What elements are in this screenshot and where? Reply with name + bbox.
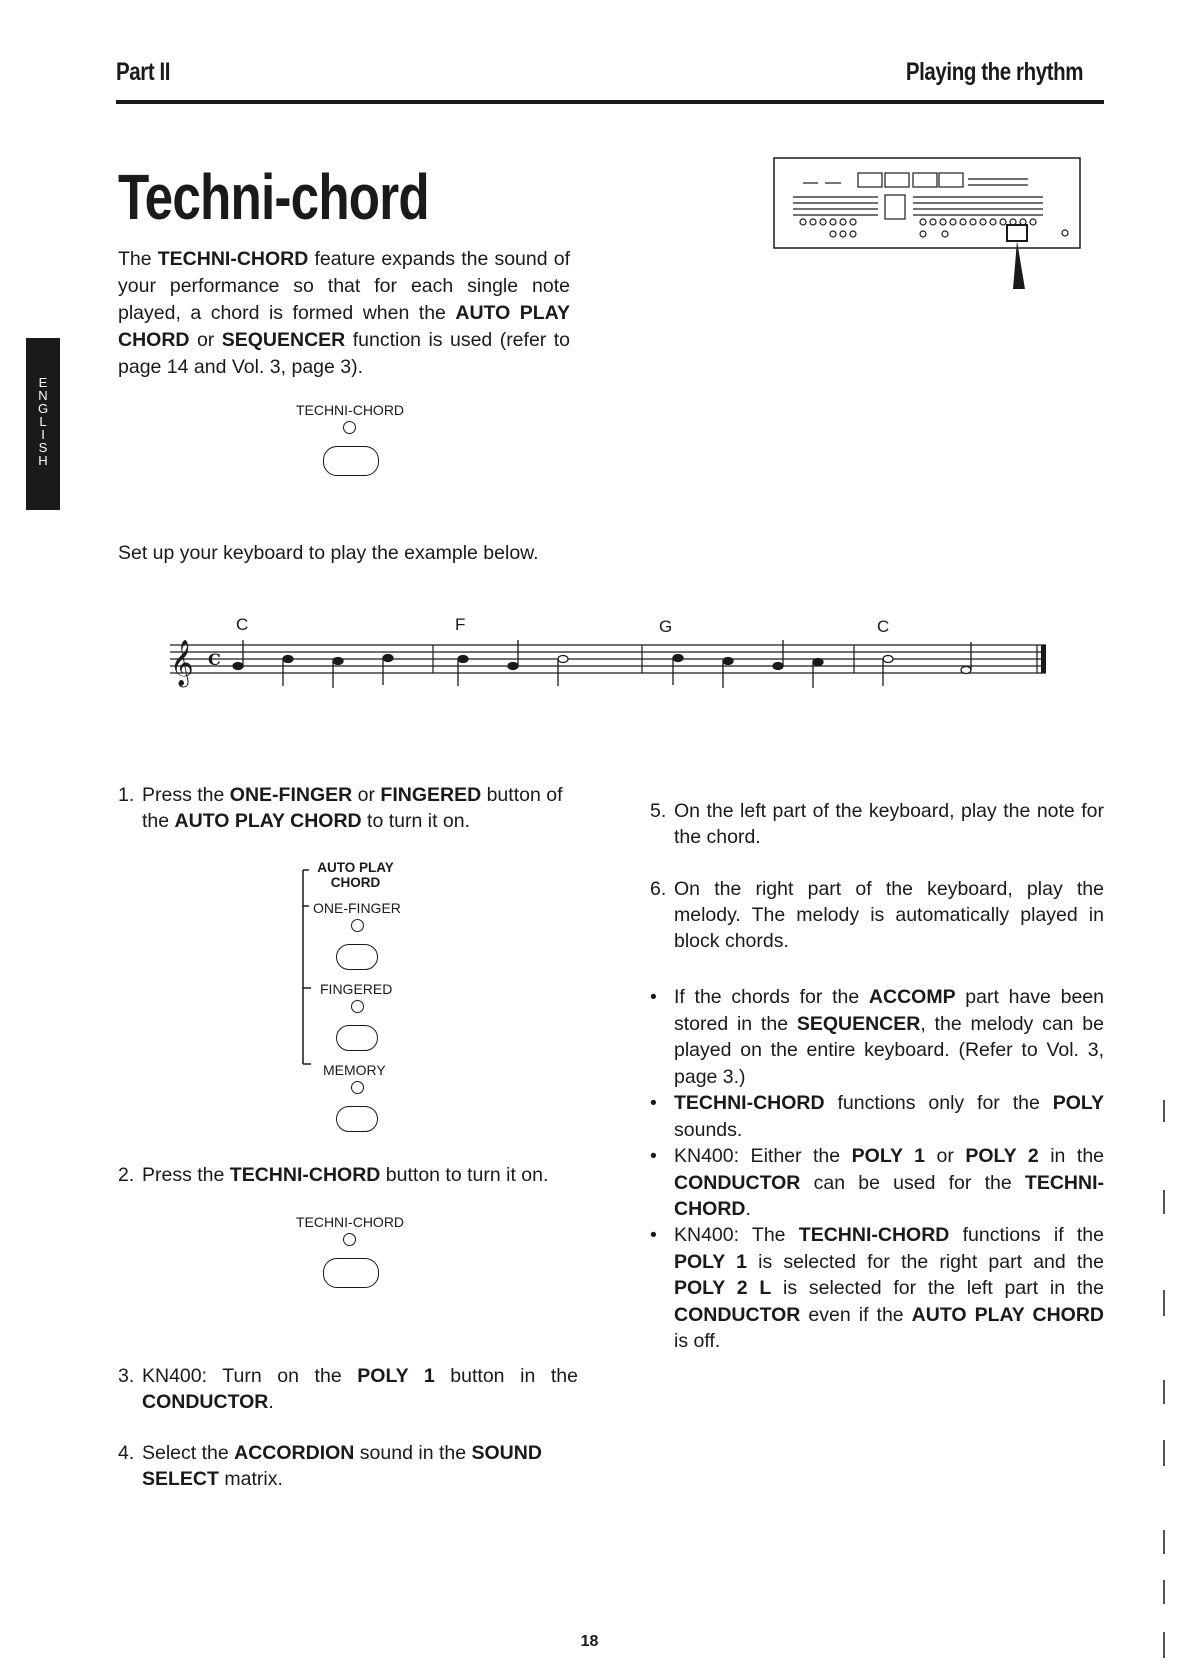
scan-mark xyxy=(1163,1380,1165,1404)
step-text: On the left part of the keyboard, play the note for the chord. xyxy=(674,800,1104,848)
note-bold: TECHNI-CHORD xyxy=(674,1092,825,1114)
step-5 xyxy=(650,798,1104,850)
one-finger-led xyxy=(351,919,364,932)
scan-mark xyxy=(1163,1290,1165,1316)
note-bold: TECHNI-CHORD xyxy=(798,1224,950,1246)
tab-letter: S xyxy=(38,440,48,455)
step-number: 5. xyxy=(650,800,667,822)
step-bold: POLY 1 xyxy=(357,1365,435,1387)
note-bold: TECHNI-CHORD xyxy=(674,1171,1104,1220)
note-4 xyxy=(650,1222,1104,1355)
step-text: button to turn it on. xyxy=(380,1164,549,1186)
step-text: . xyxy=(268,1391,274,1413)
intro-text: function is used (refer to page 14 and Vol. 3, page 3). xyxy=(118,329,570,378)
scan-mark xyxy=(1163,1580,1165,1604)
step-2 xyxy=(118,1162,578,1188)
intro-bold: SEQUENCER xyxy=(221,329,346,351)
section-title: Playing the rhythm xyxy=(905,58,1083,86)
bullet-icon: • xyxy=(650,986,657,1008)
step-bold: ACCORDION xyxy=(234,1442,355,1464)
techni-chord-led xyxy=(343,1233,356,1246)
bullet-icon: • xyxy=(650,1145,657,1167)
note-bold: CONDUCTOR xyxy=(674,1171,801,1194)
step-3 xyxy=(118,1363,578,1415)
note-2 xyxy=(650,1090,1104,1143)
techni-chord-label: TECHNI-CHORD xyxy=(295,1214,405,1230)
scan-mark xyxy=(1163,1530,1165,1554)
scan-mark xyxy=(1163,1440,1165,1466)
tab-letter: G xyxy=(37,401,49,416)
scan-mark xyxy=(1163,1190,1165,1214)
tab-letter: I xyxy=(41,427,45,442)
memory-button[interactable] xyxy=(336,1106,378,1132)
step-bold: ONE-FINGER xyxy=(229,784,353,806)
techni-chord-button[interactable] xyxy=(323,446,379,476)
language-tab xyxy=(26,338,60,510)
note-bold: POLY 2 xyxy=(965,1145,1039,1167)
note-bold: POLY 2 L xyxy=(674,1277,772,1299)
step-6 xyxy=(650,876,1104,954)
fingered-button[interactable] xyxy=(336,1025,378,1051)
setup-text: Set up your keyboard to play the example below. xyxy=(118,542,539,564)
step-1 xyxy=(118,782,570,834)
treble-clef: 𝄞 xyxy=(170,640,194,686)
scan-mark xyxy=(1163,1632,1165,1658)
step-text: On the right part of the keyboard, play the melody. The melody is automatically played in block chords. xyxy=(674,878,1104,952)
tab-letter: L xyxy=(39,414,47,429)
intro-text: feature expands the sound of your performance so that for each single note played, a chord is formed when the xyxy=(118,248,570,324)
note-text: If the chords for the xyxy=(674,986,869,1008)
note-1 xyxy=(650,984,1104,1090)
note-text: is off. xyxy=(674,1330,721,1352)
step-number: 3. xyxy=(118,1365,135,1387)
note-bold: CONDUCTOR xyxy=(674,1303,801,1326)
keyboard-panel-illustration xyxy=(773,157,1085,291)
step-text: Press the xyxy=(142,784,230,806)
note-text: part have been stored in the xyxy=(674,986,1104,1035)
note-text: , the melody can be played on the entire keyboard. (Refer to Vol. 3, page 3.) xyxy=(674,1012,1105,1088)
step-text: button of the xyxy=(142,784,563,832)
note-text: . xyxy=(745,1198,751,1220)
scan-mark xyxy=(1163,1100,1165,1122)
step-bold: SOUND SELECT xyxy=(142,1442,542,1490)
page-title: Techni-chord xyxy=(118,161,429,233)
tab-letter: N xyxy=(38,388,48,403)
one-finger-label: ONE-FINGER xyxy=(313,900,401,916)
intro-text: The xyxy=(118,248,158,270)
note-text: KN400: Either the xyxy=(674,1145,852,1167)
auto-play-chord-title: AUTO PLAY CHORD xyxy=(317,860,394,890)
step-4 xyxy=(118,1440,578,1492)
step-bold: FINGERED xyxy=(380,784,482,806)
step-text: Press the xyxy=(142,1164,230,1186)
note-text: even if the xyxy=(800,1303,912,1326)
techni-chord-label: TECHNI-CHORD xyxy=(295,402,405,418)
step-number: 6. xyxy=(650,878,667,900)
note-text: in the xyxy=(1038,1145,1105,1167)
step-number: 4. xyxy=(118,1442,135,1464)
step-text: or xyxy=(352,784,381,806)
step-bold: CONDUCTOR xyxy=(142,1391,269,1413)
part-label: Part II xyxy=(116,58,171,86)
step-text: matrix. xyxy=(218,1468,283,1490)
page-number: 18 xyxy=(580,1633,599,1650)
memory-led xyxy=(351,1081,364,1094)
step-number: 1. xyxy=(118,784,135,806)
intro-paragraph xyxy=(118,246,570,381)
music-score xyxy=(168,630,1050,710)
note-bold: POLY xyxy=(1052,1092,1104,1114)
memory-label: MEMORY xyxy=(323,1062,386,1078)
note-text: is selected for the left part in the xyxy=(771,1277,1104,1299)
tab-letter: H xyxy=(38,453,48,468)
chord-name: C xyxy=(236,615,249,634)
step-number: 2. xyxy=(118,1164,135,1186)
note-text: sounds. xyxy=(674,1118,743,1141)
step-text: button in the xyxy=(434,1365,578,1387)
intro-text: or xyxy=(189,329,222,351)
note-text: can be used for the xyxy=(800,1171,1025,1194)
note-text: functions if the xyxy=(949,1224,1104,1246)
intro-bold: TECHNI-CHORD xyxy=(157,248,309,270)
chord-name: F xyxy=(455,615,466,634)
step-text: sound in the xyxy=(354,1442,472,1464)
fingered-led xyxy=(351,1000,364,1013)
note-text: or xyxy=(924,1145,966,1167)
header-rule xyxy=(116,100,1104,104)
note-text: is selected for the right part and the xyxy=(746,1250,1104,1273)
chord-name: C xyxy=(877,617,890,636)
step-text: to turn it on. xyxy=(361,810,471,832)
note-bold: AUTO PLAY CHORD xyxy=(911,1303,1104,1326)
techni-chord-led xyxy=(343,421,356,434)
panel-bracket xyxy=(300,868,312,1068)
step-text: Select the xyxy=(142,1442,235,1464)
step-bold: AUTO PLAY CHORD xyxy=(174,810,362,832)
note-bold: SEQUENCER xyxy=(796,1012,921,1035)
note-bold: POLY 1 xyxy=(851,1145,925,1167)
time-signature: C xyxy=(208,650,221,669)
techni-chord-button[interactable] xyxy=(323,1258,379,1288)
tab-letter: E xyxy=(38,375,48,390)
note-text: KN400: The xyxy=(674,1224,799,1246)
bullet-icon: • xyxy=(650,1092,657,1114)
chord-name: G xyxy=(659,617,673,636)
one-finger-button[interactable] xyxy=(336,944,378,970)
step-bold: TECHNI-CHORD xyxy=(229,1164,381,1186)
note-text: functions only for the xyxy=(824,1092,1053,1114)
fingered-label: FINGERED xyxy=(320,981,393,997)
bullet-icon: • xyxy=(650,1224,657,1246)
note-bold: ACCOMP xyxy=(868,986,956,1008)
note-bold: POLY 1 xyxy=(674,1250,747,1273)
step-text: KN400: Turn on the xyxy=(142,1365,358,1387)
note-3 xyxy=(650,1143,1104,1223)
intro-bold: AUTO PLAY CHORD xyxy=(118,302,570,351)
